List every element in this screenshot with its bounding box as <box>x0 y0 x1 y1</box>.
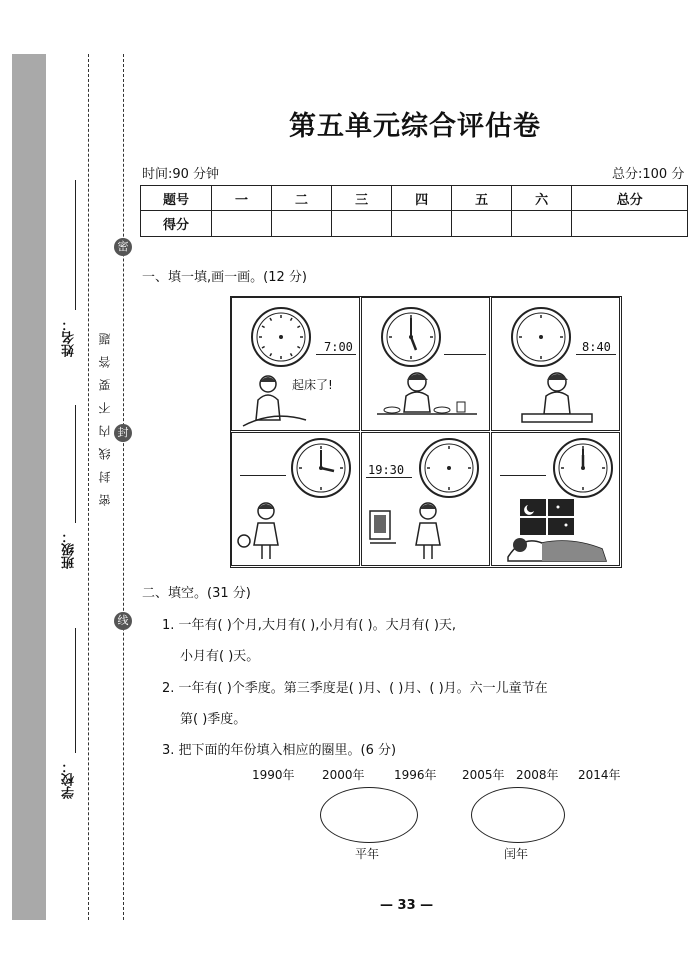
leap-year-label: 闰年 <box>504 847 529 861</box>
clock-cell-5 <box>361 432 490 566</box>
time-answer-line[interactable] <box>444 354 486 355</box>
section-1-heading: 一、填一填,画一画。(12 分) <box>142 270 307 285</box>
question-1-line-2: 小月有( )天。 <box>180 649 260 664</box>
seal-mark-middle: 封 <box>114 424 132 442</box>
question-1-line-1: 1. 一年有( )个月,大月有( ),小月有( )。大月有( )天, <box>162 618 457 633</box>
common-year-label: 平年 <box>355 847 380 861</box>
time-answer-line <box>316 354 356 355</box>
cut-line-left <box>88 54 89 920</box>
clock-icon <box>250 306 312 368</box>
time-answer-line <box>366 477 412 478</box>
clock-cell-4 <box>231 432 360 566</box>
score-header-cell: 题号 <box>141 186 212 211</box>
school-field[interactable] <box>75 628 76 753</box>
clock-cell-6 <box>491 432 620 566</box>
binding-strip <box>12 54 46 920</box>
score-input-cell[interactable] <box>332 211 392 237</box>
year-option[interactable]: 1990年 <box>252 768 295 782</box>
score-row-label: 得分 <box>141 211 212 237</box>
score-header-cell: 五 <box>452 186 512 211</box>
year-option[interactable]: 1996年 <box>394 768 437 782</box>
question-2-line-1: 2. 一年有( )个季度。第三季度是( )月、( )月、( )月。六一儿童节在 <box>162 681 548 696</box>
score-input-cell[interactable] <box>572 211 688 237</box>
clock-cell-2 <box>361 297 490 431</box>
seal-mark-bottom: 线 <box>114 612 132 630</box>
time-limit: 时间:90 分钟 <box>142 167 220 182</box>
page-number: — 33 — <box>380 898 434 913</box>
girl-sleeping-illustration <box>502 497 614 565</box>
score-header-cell: 四 <box>392 186 452 211</box>
school-label: 学校： <box>62 760 77 799</box>
year-option[interactable]: 2008年 <box>516 768 559 782</box>
page-title: 第五单元综合评估卷 <box>289 111 541 142</box>
score-header-cell: 二 <box>272 186 332 211</box>
score-input-cell[interactable] <box>512 211 572 237</box>
class-field[interactable] <box>75 405 76 523</box>
seal-mark-top: 密 <box>114 238 132 256</box>
girl-watching-tv-illustration <box>366 499 476 563</box>
clock-icon <box>290 437 352 499</box>
clock-icon <box>510 306 572 368</box>
clock-cell-3 <box>491 297 620 431</box>
score-table <box>140 185 688 237</box>
cut-line-right <box>123 54 124 920</box>
score-header-cell: 三 <box>332 186 392 211</box>
year-option[interactable]: 2005年 <box>462 768 505 782</box>
clock-cell-1 <box>231 297 360 431</box>
girl-eating-breakfast-illustration <box>372 368 482 428</box>
time-answer-line <box>576 354 616 355</box>
clock-icon <box>552 437 614 499</box>
score-input-cell[interactable] <box>212 211 272 237</box>
time-answer-line[interactable] <box>500 475 546 476</box>
girl-studying-illustration <box>512 368 602 428</box>
score-input-cell[interactable] <box>392 211 452 237</box>
leap-year-circle[interactable] <box>471 787 565 843</box>
clock-time-label: 7:00 <box>324 340 353 354</box>
question-3: 3. 把下面的年份填入相应的圈里。(6 分) <box>162 743 397 758</box>
seal-warning: 密封线内不要答题 <box>98 322 112 506</box>
time-answer-line[interactable] <box>240 475 286 476</box>
clock-icon <box>418 437 480 499</box>
score-header-cell: 总分 <box>572 186 688 211</box>
clock-picture-grid <box>230 296 622 568</box>
girl-playing-ball-illustration <box>236 499 296 563</box>
total-score: 总分:100 分 <box>612 167 685 182</box>
speech-text: 起床了! <box>292 378 333 392</box>
name-field[interactable] <box>75 180 76 310</box>
score-input-cell[interactable] <box>272 211 332 237</box>
score-input-cell[interactable] <box>452 211 512 237</box>
question-2-line-2: 第( )季度。 <box>180 712 247 727</box>
year-option[interactable]: 2000年 <box>322 768 365 782</box>
common-year-circle[interactable] <box>320 787 418 843</box>
year-option[interactable]: 2014年 <box>578 768 621 782</box>
name-label: 姓名： <box>62 318 77 357</box>
clock-icon <box>380 306 442 368</box>
clock-time-label: 8:40 <box>582 340 611 354</box>
class-label: 班级： <box>62 530 77 569</box>
score-header-cell: 一 <box>212 186 272 211</box>
score-header-cell: 六 <box>512 186 572 211</box>
clock-time-label: 19:30 <box>368 463 405 477</box>
section-2-heading: 二、填空。(31 分) <box>142 586 251 601</box>
